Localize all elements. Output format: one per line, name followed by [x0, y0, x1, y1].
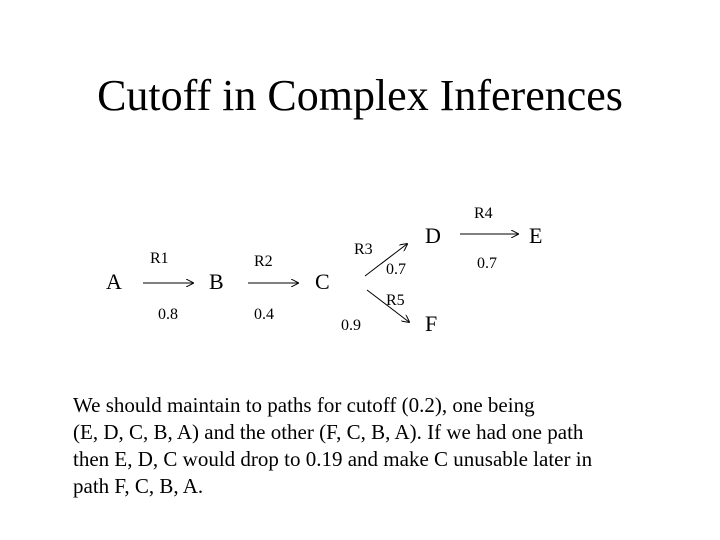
- rule-r3-label: R3: [354, 241, 373, 258]
- node-e: E: [529, 223, 543, 248]
- weight-d-e: 0.7: [477, 255, 497, 272]
- explanation-line: We should maintain to paths for cutoff (0.2), one being: [73, 393, 535, 417]
- explanation-paragraph: [73, 392, 683, 500]
- node-a: A: [106, 269, 122, 294]
- node-c: C: [315, 269, 330, 294]
- rule-r1-label: R1: [150, 250, 169, 267]
- explanation-line: path F, C, B, A.: [73, 474, 204, 498]
- node-d: D: [425, 223, 441, 248]
- node-f: F: [425, 311, 438, 336]
- explanation-line: then E, D, C would drop to 0.19 and make C unusable later in: [73, 447, 593, 471]
- weight-a-b: 0.8: [158, 306, 178, 323]
- rule-r4-label: R4: [474, 205, 493, 222]
- node-b: B: [209, 269, 224, 294]
- weight-c-d: 0.7: [386, 261, 406, 278]
- slide-title: Cutoff in Complex Inferences: [97, 71, 623, 120]
- explanation-line: (E, D, C, B, A) and the other (F, C, B, A). If we had one path: [73, 420, 584, 444]
- rule-r5-label: R5: [386, 292, 405, 309]
- rule-r2-label: R2: [254, 253, 273, 270]
- weight-b-c: 0.4: [254, 306, 274, 323]
- weight-c-f: 0.9: [341, 317, 361, 334]
